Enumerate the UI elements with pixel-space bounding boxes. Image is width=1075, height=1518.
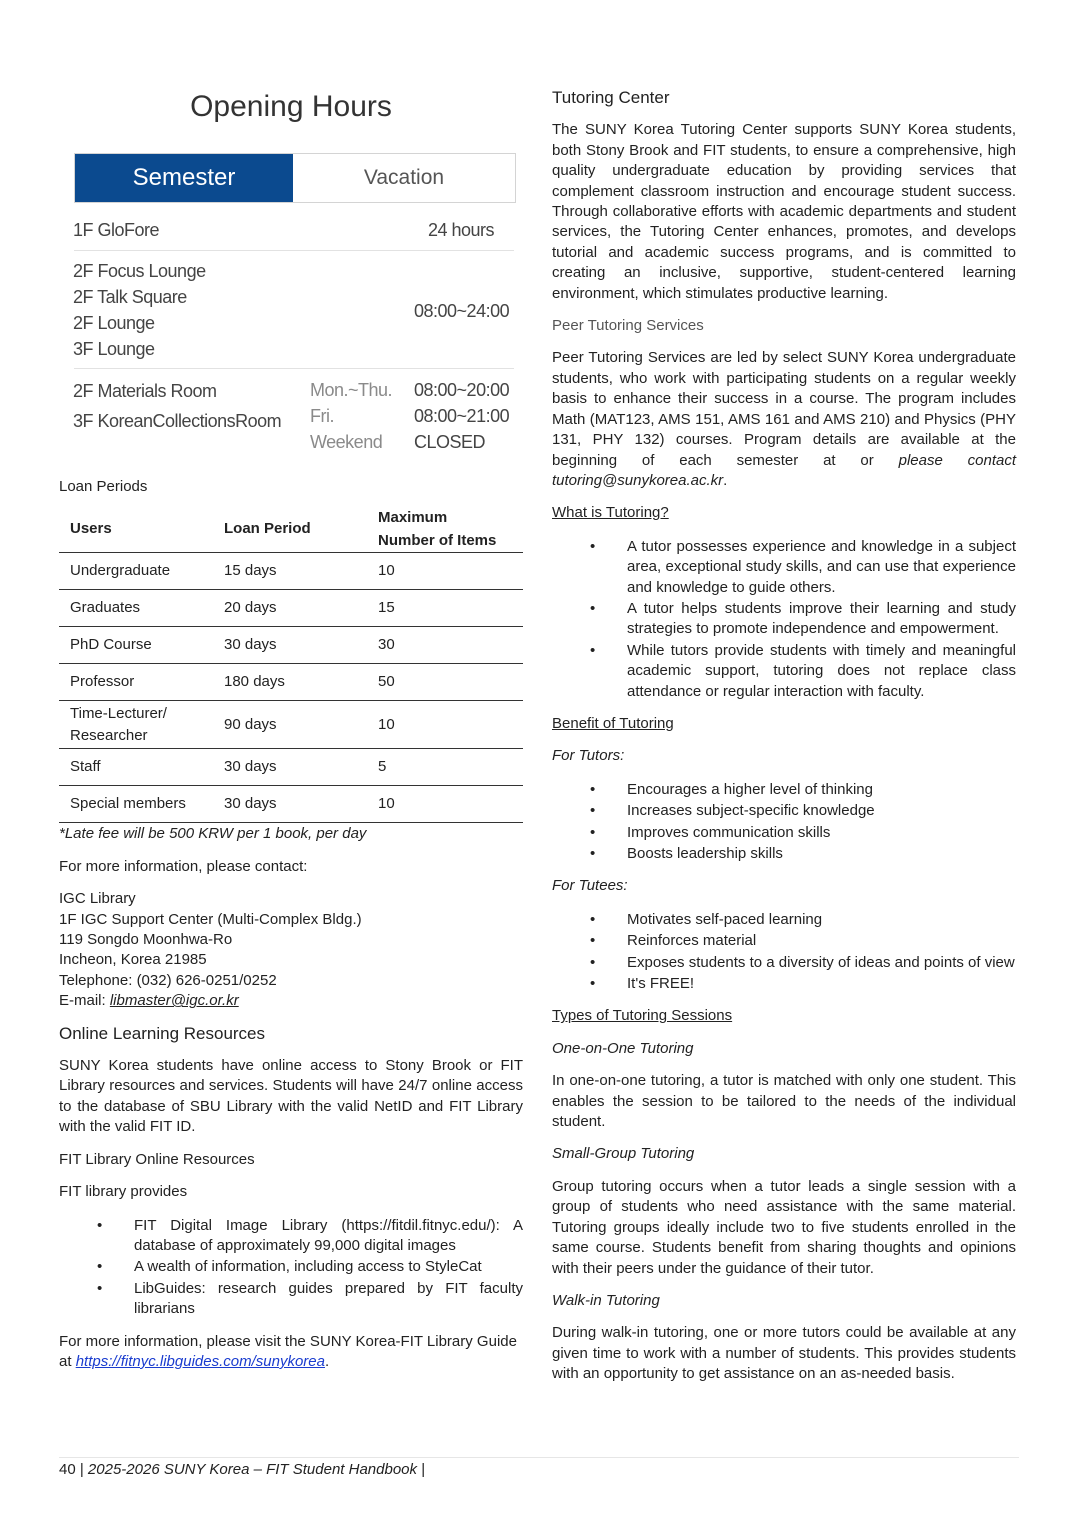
oh-place: 1F GloFore — [73, 220, 160, 240]
fit-provides: FIT library provides — [59, 1183, 188, 1201]
loan-periods-title: Loan Periods — [59, 478, 148, 495]
list-item: • A wealth of information, including access to StyleCat — [59, 1257, 523, 1277]
tab-vacation: Vacation — [293, 154, 515, 202]
list-item: • While tutors provide students with timely and meaningful academic support, tutoring does not replace class attendance or regular interaction with faculty. — [552, 641, 1016, 702]
cell-items: 30 — [367, 627, 523, 664]
col-header-users: Users — [59, 505, 213, 553]
table-row — [59, 786, 523, 823]
fit-resources-list — [59, 1216, 523, 1320]
list-item: • A tutor possesses experience and knowledge in a subject area, exceptional study skills, and can use that experience and knowledge to guide others. — [552, 537, 1016, 598]
cell-user: PhD Course — [59, 627, 213, 664]
tutoring-center-para: The SUNY Korea Tutoring Center supports SUNY Korea students, both Stony Brook and FIT students, to ensure a comprehensive, high quality undergraduate education by providing services that complement classroom instruction and encourage student success. Through collaborative efforts with academic departments and student services, the Tutoring Center enhances, promotes, and develops tutorial and academic success programs, and is committed to creating an inclusive, supportive, student-centered learning environment, which stimulates productive learning. — [552, 121, 1016, 302]
what-is-tutoring-heading: What is Tutoring? — [552, 504, 669, 522]
cell-items: 50 — [367, 664, 523, 701]
cell-user-line1: Time-Lecturer/ — [70, 704, 167, 722]
for-tutees-label: For Tutees: — [552, 877, 628, 895]
opening-hours-tabs — [74, 153, 516, 203]
cell-items: 15 — [367, 590, 523, 627]
cell-items: 10 — [367, 701, 523, 749]
oh-place: 2F Lounge — [73, 313, 155, 333]
cell-user: Professor — [59, 664, 213, 701]
list-item: • Improves communication skills — [552, 823, 1016, 843]
list-item: • Motivates self-paced learning — [552, 910, 1016, 930]
for-tutors-label: For Tutors: — [552, 747, 625, 765]
tutor-benefits-list — [552, 780, 1016, 865]
col-header-max-line1: Maximum — [378, 508, 448, 526]
list-item: • Boosts leadership skills — [552, 844, 1016, 864]
contact-line: 119 Songdo Moonhwa-Ro — [59, 931, 233, 949]
online-resources-heading: Online Learning Resources — [59, 1023, 266, 1043]
oh-days: Fri. — [310, 406, 334, 426]
tutee-benefits-list — [552, 910, 1016, 995]
list-item: • FIT Digital Image Library (https://fitdil.fitnyc.edu/): A database of approximately 99,000 digital images — [59, 1216, 523, 1257]
cell-period: 15 days — [213, 553, 367, 590]
more-info-suffix: . — [324, 1352, 330, 1370]
one-on-one-para: In one-on-one tutoring, a tutor is matched with only one student. This enables the session to be tailored to the needs of the individual student. — [552, 1072, 1016, 1131]
cell-items: 5 — [367, 749, 523, 786]
cell-period: 20 days — [213, 590, 367, 627]
fit-online-heading: FIT Library Online Resources — [59, 1150, 255, 1168]
handbook-title: 2025-2026 SUNY Korea – FIT Student Handbook — [87, 1461, 418, 1478]
table-row — [59, 627, 523, 664]
peer-contact-text: please contact tutoring@sunykorea.ac.kr — [552, 451, 1017, 489]
walk-in-heading: Walk-in Tutoring — [552, 1291, 660, 1309]
list-item: • LibGuides: research guides prepared by FIT faculty librarians — [59, 1279, 523, 1320]
col-header-max-items — [367, 505, 523, 553]
oh-divider — [74, 250, 514, 251]
peer-tutoring-heading: Peer Tutoring Services — [552, 317, 704, 335]
cell-period: 30 days — [213, 786, 367, 823]
what-is-tutoring-list — [552, 537, 1016, 702]
contact-email-line — [59, 991, 523, 1011]
small-group-para: Group tutoring occurs when a tutor leads a single session with a group of students who need assistance with the same material. Tutoring groups ideally include two to five students enrolled in the same course. Students benefit from sharing thoughts and opinions with their peers under the guidance of their tutor. — [552, 1177, 1016, 1277]
list-item: • Reinforces material — [552, 931, 1016, 951]
email-label: E-mail: — [59, 992, 110, 1010]
one-on-one-heading: One-on-One Tutoring — [552, 1039, 694, 1057]
col-header-loan-period: Loan Period — [213, 505, 367, 553]
more-info-para — [59, 1332, 523, 1373]
oh-time: 08:00~24:00 — [414, 301, 510, 321]
contact-line: Incheon, Korea 21985 — [59, 951, 207, 969]
oh-place: 3F Lounge — [73, 339, 155, 359]
cell-items: 10 — [367, 553, 523, 590]
cell-user: Graduates — [59, 590, 213, 627]
footer-end: | — [417, 1461, 426, 1478]
table-row — [59, 701, 523, 749]
page-number: 40 | — [59, 1461, 88, 1478]
cell-user: Special members — [59, 786, 213, 823]
oh-time: 08:00~21:00 — [414, 406, 510, 426]
loan-table — [59, 505, 523, 823]
oh-place: 2F Focus Lounge — [73, 261, 206, 281]
col-header-max-line2: Number of Items — [378, 531, 497, 549]
contact-line: Telephone: (032) 626-0251/0252 — [59, 971, 277, 989]
list-item: • It's FREE! — [552, 974, 1016, 994]
oh-divider — [74, 368, 514, 369]
oh-time: 24 hours — [428, 220, 495, 240]
list-item: • Exposes students to a diversity of ideas and points of view — [552, 953, 1016, 973]
list-item: • Encourages a higher level of thinking — [552, 780, 1016, 800]
oh-time: 08:00~20:00 — [414, 380, 510, 400]
table-row — [59, 749, 523, 786]
types-heading: Types of Tutoring Sessions — [552, 1007, 733, 1025]
more-info-text: For more information, please visit the SUNY Korea-FIT Library Guide at — [59, 1332, 517, 1370]
contact-block — [59, 889, 523, 1011]
opening-hours-title: Opening Hours — [190, 90, 392, 123]
oh-place: 2F Talk Square — [73, 287, 187, 307]
tab-semester: Semester — [75, 154, 293, 202]
table-row — [59, 590, 523, 627]
page-footer — [59, 1461, 425, 1478]
email-link[interactable]: libmaster@igc.or.kr — [109, 992, 239, 1010]
table-row — [59, 664, 523, 701]
late-fee-note: *Late fee will be 500 KRW per 1 book, per day — [59, 825, 367, 843]
oh-days: Weekend — [310, 432, 383, 452]
left-column — [59, 80, 523, 1372]
footer-divider — [59, 1457, 1019, 1458]
table-row — [59, 553, 523, 590]
right-column — [552, 88, 1016, 1385]
peer-end: . — [723, 471, 728, 489]
libguide-link[interactable]: https://fitnyc.libguides.com/sunykorea — [75, 1352, 325, 1370]
cell-period: 180 days — [213, 664, 367, 701]
small-group-heading: Small-Group Tutoring — [552, 1145, 695, 1163]
contact-intro: For more information, please contact: — [59, 857, 308, 875]
cell-items: 10 — [367, 786, 523, 823]
contact-line: 1F IGC Support Center (Multi-Complex Bldg.) — [59, 910, 362, 928]
walk-in-para: During walk-in tutoring, one or more tutors could be available at any given time to work with a number of students. This provides students with an opportunity to get assistance on an as-needed basis. — [552, 1324, 1016, 1383]
oh-place: 2F Materials Room — [73, 381, 217, 401]
peer-tutoring-text: Peer Tutoring Services are led by select SUNY Korea undergraduate students, who work with participating students on a regular weekly basis to enhance their success in a course. The program includes Math (MAT123, AMS 151, AMS 161 and AMS 210) and Physics (PHY 131, PHY 132) courses. Program details are available at the beginning of each semester at or — [552, 349, 1016, 469]
oh-place: 3F KoreanCollectionsRoom — [73, 411, 282, 431]
cell-period: 30 days — [213, 627, 367, 664]
list-item: • Increases subject-specific knowledge — [552, 801, 1016, 821]
benefit-heading: Benefit of Tutoring — [552, 714, 674, 732]
cell-period: 30 days — [213, 749, 367, 786]
peer-tutoring-para — [552, 348, 1016, 491]
cell-user: Undergraduate — [59, 553, 213, 590]
contact-line: IGC Library — [59, 890, 136, 908]
oh-days: Mon.~Thu. — [310, 380, 393, 400]
list-item: • A tutor helps students improve their learning and study strategies to promote independence and empowerment. — [552, 599, 1016, 640]
online-resources-para: SUNY Korea students have online access to Stony Brook or FIT Library resources and services. Students will have 24/7 online access to the database of SBU Library with the valid NetID and FIT Library with the valid FIT ID. — [59, 1057, 523, 1136]
oh-time: CLOSED — [414, 432, 486, 452]
cell-period: 90 days — [213, 701, 367, 749]
cell-user: Staff — [59, 749, 213, 786]
opening-hours-graphic — [59, 80, 523, 465]
cell-user-line2: Researcher — [70, 726, 148, 744]
tutoring-center-heading: Tutoring Center — [552, 88, 670, 107]
table-header-row — [59, 505, 523, 553]
cell-user — [59, 701, 213, 749]
